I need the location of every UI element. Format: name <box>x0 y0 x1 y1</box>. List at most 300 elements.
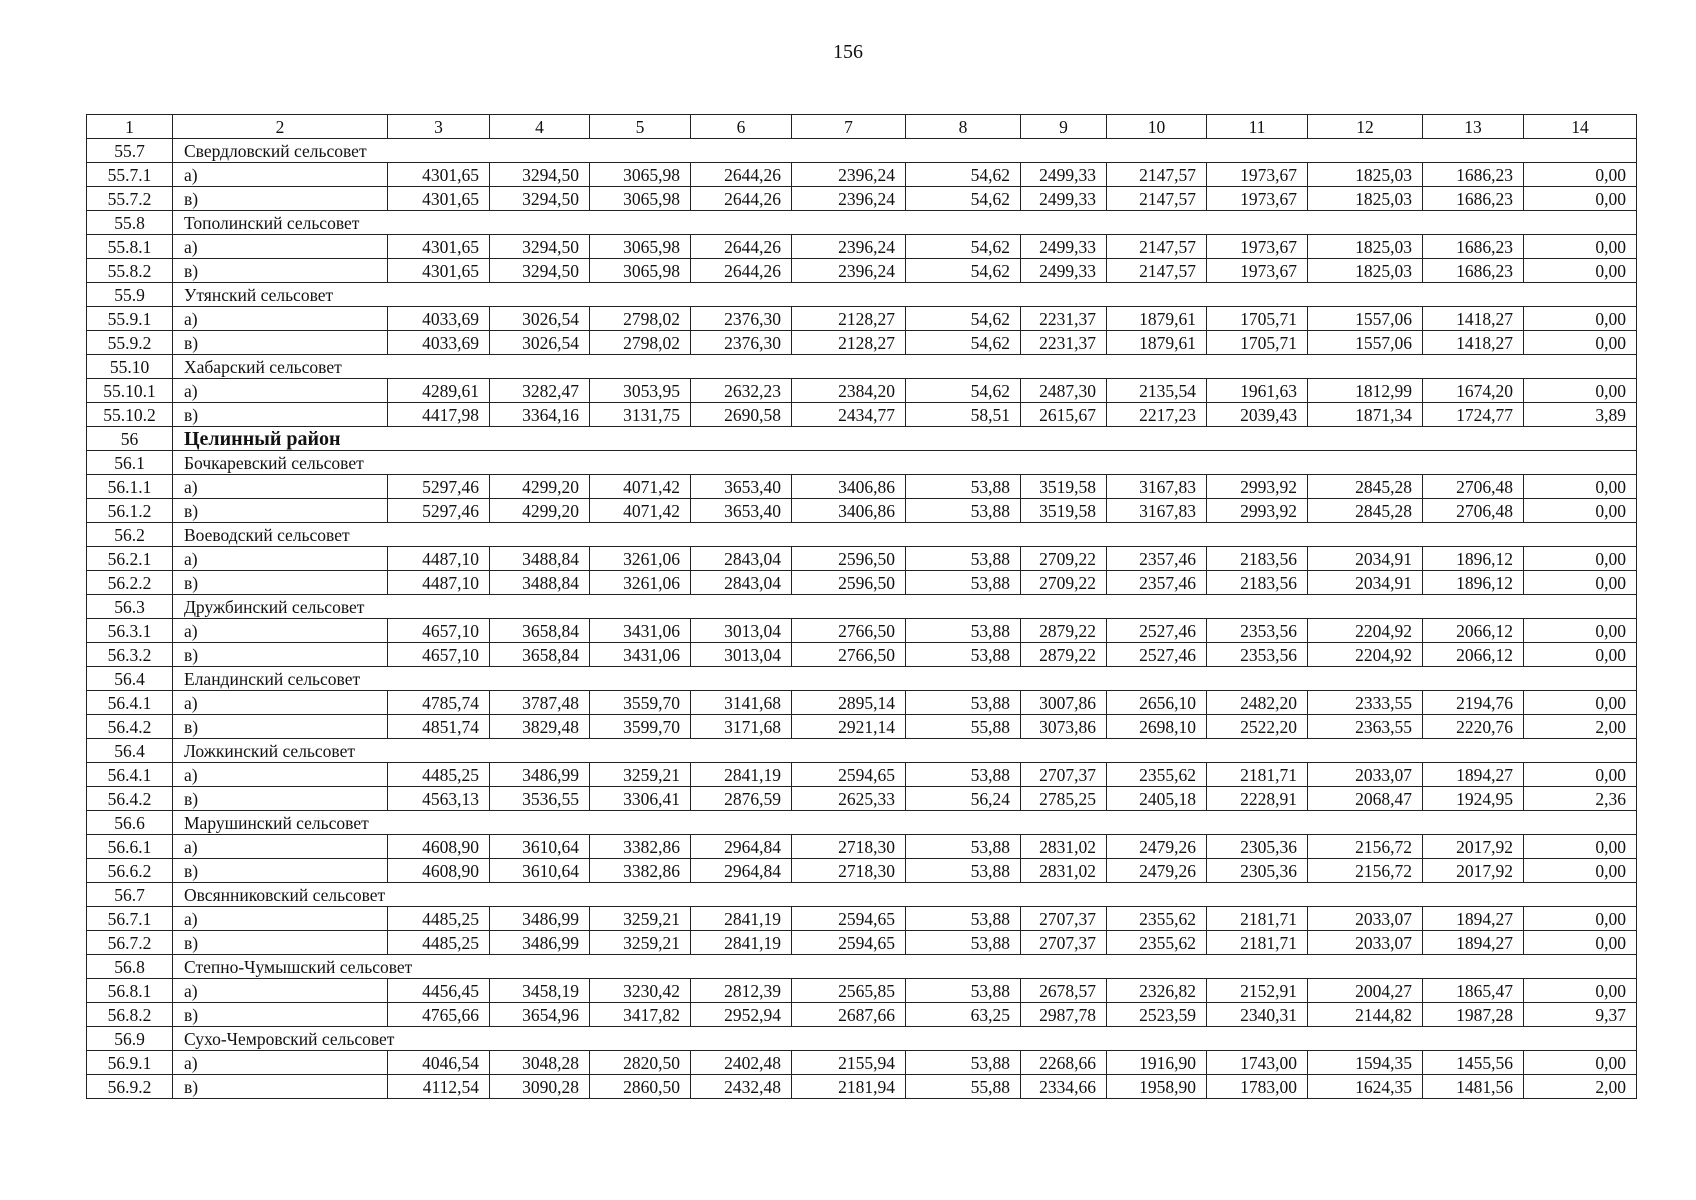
value-cell: 2812,39 <box>691 979 792 1003</box>
value-cell: 3610,64 <box>490 835 590 859</box>
table-row <box>87 331 1637 355</box>
value-cell: 63,25 <box>906 1003 1021 1027</box>
value-cell: 1455,56 <box>1423 1051 1524 1075</box>
value-cell: 2565,85 <box>792 979 906 1003</box>
value-cell: 2340,31 <box>1207 1003 1308 1027</box>
value-cell: 2402,48 <box>691 1051 792 1075</box>
row-code: 56.2 <box>87 523 173 547</box>
column-header: 3 <box>388 115 490 139</box>
row-label: в) <box>173 931 388 955</box>
value-cell: 1418,27 <box>1423 331 1524 355</box>
row-label: в) <box>173 1003 388 1027</box>
value-cell: 1594,35 <box>1308 1051 1423 1075</box>
row-label: в) <box>173 187 388 211</box>
value-cell: 2798,02 <box>590 307 691 331</box>
value-cell: 3382,86 <box>590 835 691 859</box>
value-cell: 2334,66 <box>1021 1075 1107 1099</box>
value-cell: 1896,12 <box>1423 571 1524 595</box>
table-row <box>87 907 1637 931</box>
value-cell: 1896,12 <box>1423 547 1524 571</box>
row-code: 56.3.1 <box>87 619 173 643</box>
value-cell: 4033,69 <box>388 307 490 331</box>
column-header: 8 <box>906 115 1021 139</box>
value-cell: 3,89 <box>1524 403 1637 427</box>
row-label: а) <box>173 475 388 499</box>
value-cell: 2156,72 <box>1308 835 1423 859</box>
value-cell: 2594,65 <box>792 907 906 931</box>
section-name: Утянский сельсовет <box>173 283 1637 307</box>
value-cell: 1686,23 <box>1423 235 1524 259</box>
value-cell: 3167,83 <box>1107 499 1207 523</box>
table-row <box>87 259 1637 283</box>
value-cell: 5297,46 <box>388 499 490 523</box>
section-name: Марушинский сельсовет <box>173 811 1637 835</box>
row-code: 55.10 <box>87 355 173 379</box>
value-cell: 2155,94 <box>792 1051 906 1075</box>
value-cell: 3090,28 <box>490 1075 590 1099</box>
value-cell: 2841,19 <box>691 763 792 787</box>
row-label: в) <box>173 403 388 427</box>
value-cell: 53,88 <box>906 499 1021 523</box>
section-row <box>87 283 1637 307</box>
table-row <box>87 403 1637 427</box>
section-row <box>87 955 1637 979</box>
value-cell: 2843,04 <box>691 571 792 595</box>
value-cell: 2144,82 <box>1308 1003 1423 1027</box>
value-cell: 4485,25 <box>388 931 490 955</box>
section-row <box>87 523 1637 547</box>
value-cell: 1418,27 <box>1423 307 1524 331</box>
value-cell: 2876,59 <box>691 787 792 811</box>
value-cell: 2183,56 <box>1207 547 1308 571</box>
value-cell: 4071,42 <box>590 475 691 499</box>
value-cell: 2,36 <box>1524 787 1637 811</box>
table-row <box>87 979 1637 1003</box>
value-cell: 0,00 <box>1524 907 1637 931</box>
value-cell: 3065,98 <box>590 235 691 259</box>
table-row <box>87 787 1637 811</box>
value-cell: 2156,72 <box>1308 859 1423 883</box>
row-label: а) <box>173 691 388 715</box>
value-cell: 3013,04 <box>691 619 792 643</box>
section-name: Ложкинский сельсовет <box>173 739 1637 763</box>
table-row <box>87 163 1637 187</box>
section-row <box>87 211 1637 235</box>
value-cell: 2987,78 <box>1021 1003 1107 1027</box>
value-cell: 2596,50 <box>792 571 906 595</box>
table-row <box>87 499 1637 523</box>
value-cell: 2632,23 <box>691 379 792 403</box>
table-row <box>87 1051 1637 1075</box>
table-row <box>87 619 1637 643</box>
value-cell: 3048,28 <box>490 1051 590 1075</box>
value-cell: 1879,61 <box>1107 307 1207 331</box>
value-cell: 3261,06 <box>590 571 691 595</box>
value-cell: 4485,25 <box>388 907 490 931</box>
value-cell: 3488,84 <box>490 547 590 571</box>
section-name: Воеводский сельсовет <box>173 523 1637 547</box>
value-cell: 0,00 <box>1524 571 1637 595</box>
value-cell: 2843,04 <box>691 547 792 571</box>
value-cell: 3131,75 <box>590 403 691 427</box>
value-cell: 3486,99 <box>490 763 590 787</box>
row-label: в) <box>173 859 388 883</box>
value-cell: 53,88 <box>906 907 1021 931</box>
table-row <box>87 475 1637 499</box>
section-name: Дружбинский сельсовет <box>173 595 1637 619</box>
value-cell: 1481,56 <box>1423 1075 1524 1099</box>
value-cell: 2625,33 <box>792 787 906 811</box>
section-name: Еландинский сельсовет <box>173 667 1637 691</box>
table-row <box>87 643 1637 667</box>
value-cell: 0,00 <box>1524 835 1637 859</box>
value-cell: 4299,20 <box>490 475 590 499</box>
value-cell: 2355,62 <box>1107 907 1207 931</box>
value-cell: 4657,10 <box>388 619 490 643</box>
row-code: 56.8.1 <box>87 979 173 1003</box>
value-cell: 2487,30 <box>1021 379 1107 403</box>
row-label: а) <box>173 979 388 1003</box>
row-label: а) <box>173 907 388 931</box>
value-cell: 2709,22 <box>1021 547 1107 571</box>
value-cell: 3364,16 <box>490 403 590 427</box>
value-cell: 54,62 <box>906 235 1021 259</box>
value-cell: 1783,00 <box>1207 1075 1308 1099</box>
value-cell: 2434,77 <box>792 403 906 427</box>
value-cell: 3294,50 <box>490 163 590 187</box>
section-row <box>87 451 1637 475</box>
value-cell: 2220,76 <box>1423 715 1524 739</box>
value-cell: 53,88 <box>906 835 1021 859</box>
value-cell: 3599,70 <box>590 715 691 739</box>
value-cell: 2432,48 <box>691 1075 792 1099</box>
section-row <box>87 1027 1637 1051</box>
value-cell: 2798,02 <box>590 331 691 355</box>
value-cell: 1686,23 <box>1423 259 1524 283</box>
value-cell: 3259,21 <box>590 763 691 787</box>
value-cell: 4608,90 <box>388 835 490 859</box>
value-cell: 1825,03 <box>1308 163 1423 187</box>
row-label: а) <box>173 619 388 643</box>
page-number: 156 <box>833 41 863 63</box>
value-cell: 2841,19 <box>691 931 792 955</box>
value-cell: 53,88 <box>906 643 1021 667</box>
value-cell: 2033,07 <box>1308 763 1423 787</box>
value-cell: 1624,35 <box>1308 1075 1423 1099</box>
value-cell: 1973,67 <box>1207 235 1308 259</box>
value-cell: 53,88 <box>906 1051 1021 1075</box>
value-cell: 2376,30 <box>691 331 792 355</box>
value-cell: 3065,98 <box>590 259 691 283</box>
row-code: 56.4.2 <box>87 787 173 811</box>
table-row <box>87 187 1637 211</box>
value-cell: 0,00 <box>1524 187 1637 211</box>
row-code: 55.8 <box>87 211 173 235</box>
section-row <box>87 595 1637 619</box>
table-row <box>87 571 1637 595</box>
value-cell: 2766,50 <box>792 643 906 667</box>
value-cell: 53,88 <box>906 931 1021 955</box>
value-cell: 3141,68 <box>691 691 792 715</box>
row-code: 56.4 <box>87 739 173 763</box>
value-cell: 2357,46 <box>1107 571 1207 595</box>
value-cell: 3658,84 <box>490 643 590 667</box>
row-code: 56 <box>87 427 173 451</box>
value-cell: 2879,22 <box>1021 643 1107 667</box>
value-cell: 4456,45 <box>388 979 490 1003</box>
value-cell: 2357,46 <box>1107 547 1207 571</box>
section-row <box>87 883 1637 907</box>
value-cell: 1557,06 <box>1308 307 1423 331</box>
row-code: 56.2.1 <box>87 547 173 571</box>
value-cell: 2820,50 <box>590 1051 691 1075</box>
value-cell: 3282,47 <box>490 379 590 403</box>
value-cell: 0,00 <box>1524 619 1637 643</box>
row-label: в) <box>173 643 388 667</box>
value-cell: 3026,54 <box>490 307 590 331</box>
value-cell: 55,88 <box>906 1075 1021 1099</box>
value-cell: 2128,27 <box>792 307 906 331</box>
value-cell: 2353,56 <box>1207 643 1308 667</box>
value-cell: 2644,26 <box>691 235 792 259</box>
value-cell: 2305,36 <box>1207 859 1308 883</box>
value-cell: 3013,04 <box>691 643 792 667</box>
value-cell: 2921,14 <box>792 715 906 739</box>
value-cell: 2,00 <box>1524 715 1637 739</box>
value-cell: 2594,65 <box>792 763 906 787</box>
value-cell: 2707,37 <box>1021 907 1107 931</box>
value-cell: 53,88 <box>906 979 1021 1003</box>
value-cell: 2993,92 <box>1207 475 1308 499</box>
column-header: 12 <box>1308 115 1423 139</box>
value-cell: 2363,55 <box>1308 715 1423 739</box>
row-code: 56.4.1 <box>87 763 173 787</box>
value-cell: 2644,26 <box>691 163 792 187</box>
value-cell: 2194,76 <box>1423 691 1524 715</box>
value-cell: 2405,18 <box>1107 787 1207 811</box>
value-cell: 3294,50 <box>490 259 590 283</box>
value-cell: 2326,82 <box>1107 979 1207 1003</box>
row-code: 55.10.2 <box>87 403 173 427</box>
value-cell: 2707,37 <box>1021 763 1107 787</box>
value-cell: 3382,86 <box>590 859 691 883</box>
value-cell: 2845,28 <box>1308 499 1423 523</box>
value-cell: 1686,23 <box>1423 163 1524 187</box>
section-row <box>87 667 1637 691</box>
value-cell: 1825,03 <box>1308 259 1423 283</box>
value-cell: 2845,28 <box>1308 475 1423 499</box>
column-header: 5 <box>590 115 691 139</box>
value-cell: 0,00 <box>1524 1051 1637 1075</box>
value-cell: 4301,65 <box>388 187 490 211</box>
row-label: а) <box>173 307 388 331</box>
value-cell: 1894,27 <box>1423 931 1524 955</box>
value-cell: 2964,84 <box>691 835 792 859</box>
section-row <box>87 739 1637 763</box>
table-row <box>87 931 1637 955</box>
row-code: 56.8 <box>87 955 173 979</box>
value-cell: 2879,22 <box>1021 619 1107 643</box>
value-cell: 0,00 <box>1524 307 1637 331</box>
value-cell: 2707,37 <box>1021 931 1107 955</box>
value-cell: 2499,33 <box>1021 163 1107 187</box>
value-cell: 2217,23 <box>1107 403 1207 427</box>
row-code: 56.1.2 <box>87 499 173 523</box>
value-cell: 4417,98 <box>388 403 490 427</box>
value-cell: 1865,47 <box>1423 979 1524 1003</box>
value-cell: 54,62 <box>906 187 1021 211</box>
row-code: 55.9.1 <box>87 307 173 331</box>
value-cell: 3026,54 <box>490 331 590 355</box>
row-label: в) <box>173 499 388 523</box>
value-cell: 0,00 <box>1524 931 1637 955</box>
value-cell: 3559,70 <box>590 691 691 715</box>
section-name: Бочкаревский сельсовет <box>173 451 1637 475</box>
value-cell: 2204,92 <box>1308 619 1423 643</box>
value-cell: 3653,40 <box>691 499 792 523</box>
value-cell: 3294,50 <box>490 187 590 211</box>
value-cell: 2384,20 <box>792 379 906 403</box>
value-cell: 2034,91 <box>1308 571 1423 595</box>
value-cell: 2017,92 <box>1423 835 1524 859</box>
section-row <box>87 811 1637 835</box>
value-cell: 2831,02 <box>1021 859 1107 883</box>
section-row <box>87 355 1637 379</box>
value-cell: 2034,91 <box>1308 547 1423 571</box>
value-cell: 56,24 <box>906 787 1021 811</box>
value-cell: 53,88 <box>906 763 1021 787</box>
district-name: Целинный район <box>173 427 1637 451</box>
row-code: 56.7 <box>87 883 173 907</box>
row-label: а) <box>173 235 388 259</box>
value-cell: 3261,06 <box>590 547 691 571</box>
column-header: 6 <box>691 115 792 139</box>
value-cell: 2033,07 <box>1308 907 1423 931</box>
value-cell: 5297,46 <box>388 475 490 499</box>
value-cell: 2183,56 <box>1207 571 1308 595</box>
value-cell: 3417,82 <box>590 1003 691 1027</box>
value-cell: 2396,24 <box>792 163 906 187</box>
row-label: в) <box>173 1075 388 1099</box>
row-code: 55.7.2 <box>87 187 173 211</box>
value-cell: 2482,20 <box>1207 691 1308 715</box>
row-code: 55.9.2 <box>87 331 173 355</box>
value-cell: 2993,92 <box>1207 499 1308 523</box>
value-cell: 2644,26 <box>691 187 792 211</box>
value-cell: 2766,50 <box>792 619 906 643</box>
value-cell: 4071,42 <box>590 499 691 523</box>
value-cell: 53,88 <box>906 547 1021 571</box>
row-code: 55.7.1 <box>87 163 173 187</box>
value-cell: 2718,30 <box>792 859 906 883</box>
row-code: 55.8.2 <box>87 259 173 283</box>
table-row <box>87 763 1637 787</box>
value-cell: 2004,27 <box>1308 979 1423 1003</box>
column-header: 11 <box>1207 115 1308 139</box>
section-name: Овсянниковский сельсовет <box>173 883 1637 907</box>
value-cell: 2147,57 <box>1107 259 1207 283</box>
row-code: 56.6.1 <box>87 835 173 859</box>
section-name: Степно-Чумышский сельсовет <box>173 955 1637 979</box>
value-cell: 2181,71 <box>1207 763 1308 787</box>
value-cell: 1916,90 <box>1107 1051 1207 1075</box>
value-cell: 2135,54 <box>1107 379 1207 403</box>
value-cell: 2499,33 <box>1021 187 1107 211</box>
value-cell: 2841,19 <box>691 907 792 931</box>
value-cell: 53,88 <box>906 571 1021 595</box>
value-cell: 1724,77 <box>1423 403 1524 427</box>
value-cell: 0,00 <box>1524 547 1637 571</box>
value-cell: 1973,67 <box>1207 187 1308 211</box>
value-cell: 4485,25 <box>388 763 490 787</box>
value-cell: 0,00 <box>1524 859 1637 883</box>
value-cell: 2066,12 <box>1423 619 1524 643</box>
value-cell: 4608,90 <box>388 859 490 883</box>
value-cell: 3653,40 <box>691 475 792 499</box>
value-cell: 1879,61 <box>1107 331 1207 355</box>
row-code: 56.2.2 <box>87 571 173 595</box>
value-cell: 2522,20 <box>1207 715 1308 739</box>
value-cell: 4765,66 <box>388 1003 490 1027</box>
value-cell: 1705,71 <box>1207 331 1308 355</box>
value-cell: 2527,46 <box>1107 643 1207 667</box>
row-code: 56.1 <box>87 451 173 475</box>
value-cell: 54,62 <box>906 331 1021 355</box>
value-cell: 0,00 <box>1524 763 1637 787</box>
value-cell: 2268,66 <box>1021 1051 1107 1075</box>
value-cell: 2068,47 <box>1308 787 1423 811</box>
value-cell: 3053,95 <box>590 379 691 403</box>
tariff-table <box>86 114 1637 1099</box>
value-cell: 4301,65 <box>388 163 490 187</box>
value-cell: 1894,27 <box>1423 907 1524 931</box>
value-cell: 0,00 <box>1524 499 1637 523</box>
value-cell: 53,88 <box>906 619 1021 643</box>
value-cell: 1973,67 <box>1207 259 1308 283</box>
value-cell: 2527,46 <box>1107 619 1207 643</box>
column-header: 7 <box>792 115 906 139</box>
value-cell: 2152,91 <box>1207 979 1308 1003</box>
value-cell: 1674,20 <box>1423 379 1524 403</box>
value-cell: 0,00 <box>1524 235 1637 259</box>
value-cell: 54,62 <box>906 259 1021 283</box>
value-cell: 3486,99 <box>490 931 590 955</box>
row-code: 55.10.1 <box>87 379 173 403</box>
value-cell: 2231,37 <box>1021 331 1107 355</box>
value-cell: 1557,06 <box>1308 331 1423 355</box>
value-cell: 2479,26 <box>1107 859 1207 883</box>
column-header: 14 <box>1524 115 1637 139</box>
value-cell: 0,00 <box>1524 163 1637 187</box>
value-cell: 1825,03 <box>1308 235 1423 259</box>
value-cell: 4289,61 <box>388 379 490 403</box>
value-cell: 3787,48 <box>490 691 590 715</box>
value-cell: 2147,57 <box>1107 187 1207 211</box>
row-label: а) <box>173 763 388 787</box>
value-cell: 2128,27 <box>792 331 906 355</box>
value-cell: 2895,14 <box>792 691 906 715</box>
value-cell: 3167,83 <box>1107 475 1207 499</box>
value-cell: 54,62 <box>906 307 1021 331</box>
table-row <box>87 1075 1637 1099</box>
value-cell: 2615,67 <box>1021 403 1107 427</box>
value-cell: 2687,66 <box>792 1003 906 1027</box>
table-row <box>87 1003 1637 1027</box>
section-row <box>87 139 1637 163</box>
row-label: а) <box>173 1051 388 1075</box>
value-cell: 2499,33 <box>1021 259 1107 283</box>
section-name: Свердловский сельсовет <box>173 139 1637 163</box>
